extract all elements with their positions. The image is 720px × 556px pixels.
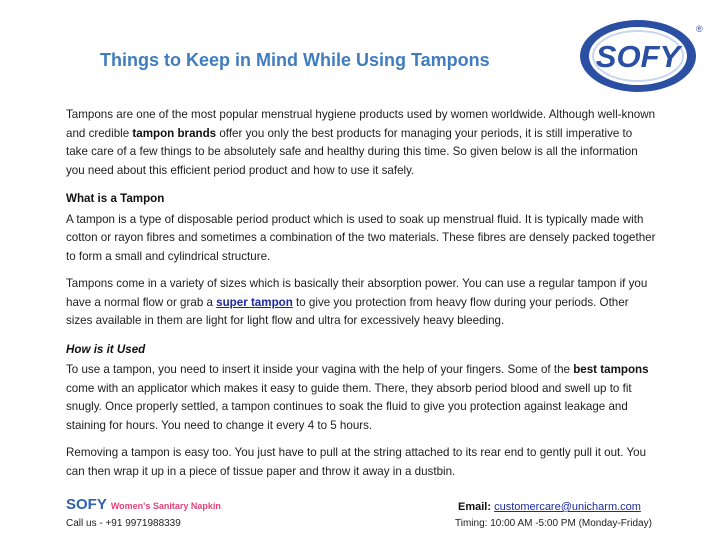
footer-timing: Timing: 10:00 AM -5:00 PM (Monday-Friday) (455, 518, 652, 529)
tampon-brands-bold: tampon brands (132, 126, 217, 140)
footer-brand: SOFY Women's Sanitary Napkin (66, 496, 221, 513)
footer-tagline: Women's Sanitary Napkin (110, 501, 221, 511)
section-heading-how-used: How is it Used (66, 342, 146, 356)
sofy-logo-icon (576, 14, 704, 98)
page-title: Things to Keep in Mind While Using Tampons (100, 50, 490, 70)
section2-paragraph-2: Removing a tampon is easy too. You just have to pull at the string attached to its rear end to gently pull it out. You can then wrap it up in a piece of tissue paper and throw it away in a dustbin. (66, 446, 647, 478)
logo-text: SOFY (595, 39, 681, 74)
email-link[interactable]: customercare@unicharm.com (494, 501, 641, 513)
footer-phone: Call us - +91 9971988339 (66, 518, 181, 529)
section1-paragraph-2: Tampons come in a variety of sizes which is basically their absorption power. You can use a regular tampon if you have a normal flow or grab a super tampon to give you protection from heavy flow during your periods. Other sizes available in them are light for light flow and ultra for excessively heavy bleeding. (66, 277, 648, 327)
sofy-logo (576, 14, 704, 98)
section-heading-what-is-tampon: What is a Tampon (66, 192, 165, 205)
best-tampons-bold: best tampons (573, 363, 649, 376)
section2-paragraph-1: To use a tampon, you need to insert it inside your vagina with the help of your fingers. Some of the best tampons come with an applicator which makes it easy to guide them. There, they absorb period blood and swell up to fit snugly. Once properly settled, a tampon continues to soak the fluid to give you protection against leakage and staining for hours. You need to change it every 4 to 5 hours. (66, 363, 649, 432)
intro-paragraph: Tampons are one of the most popular menstrual hygiene products used by women worldwide. Although well-known and credible tampon brands offer you only the best products for managing your periods, it is still imperative to take care of a few things to be absolutely safe and healthy during this time. So given below is all the information you need about this efficient period product and how to use it safely. (66, 108, 656, 177)
registered-mark: ® (696, 24, 703, 34)
footer-email: Email: customercare@unicharm.com (458, 501, 641, 513)
article-content (66, 106, 656, 490)
section1-paragraph-1: A tampon is a type of disposable period product which is used to soak up menstrual fluid. It is typically made with cotton or rayon fibres and sometimes a combination of the two materials. These fibres are densely packed together to form a small and cylindrical structure. (66, 212, 656, 263)
footer (66, 496, 656, 536)
super-tampon-link[interactable]: super tampon (216, 295, 293, 309)
